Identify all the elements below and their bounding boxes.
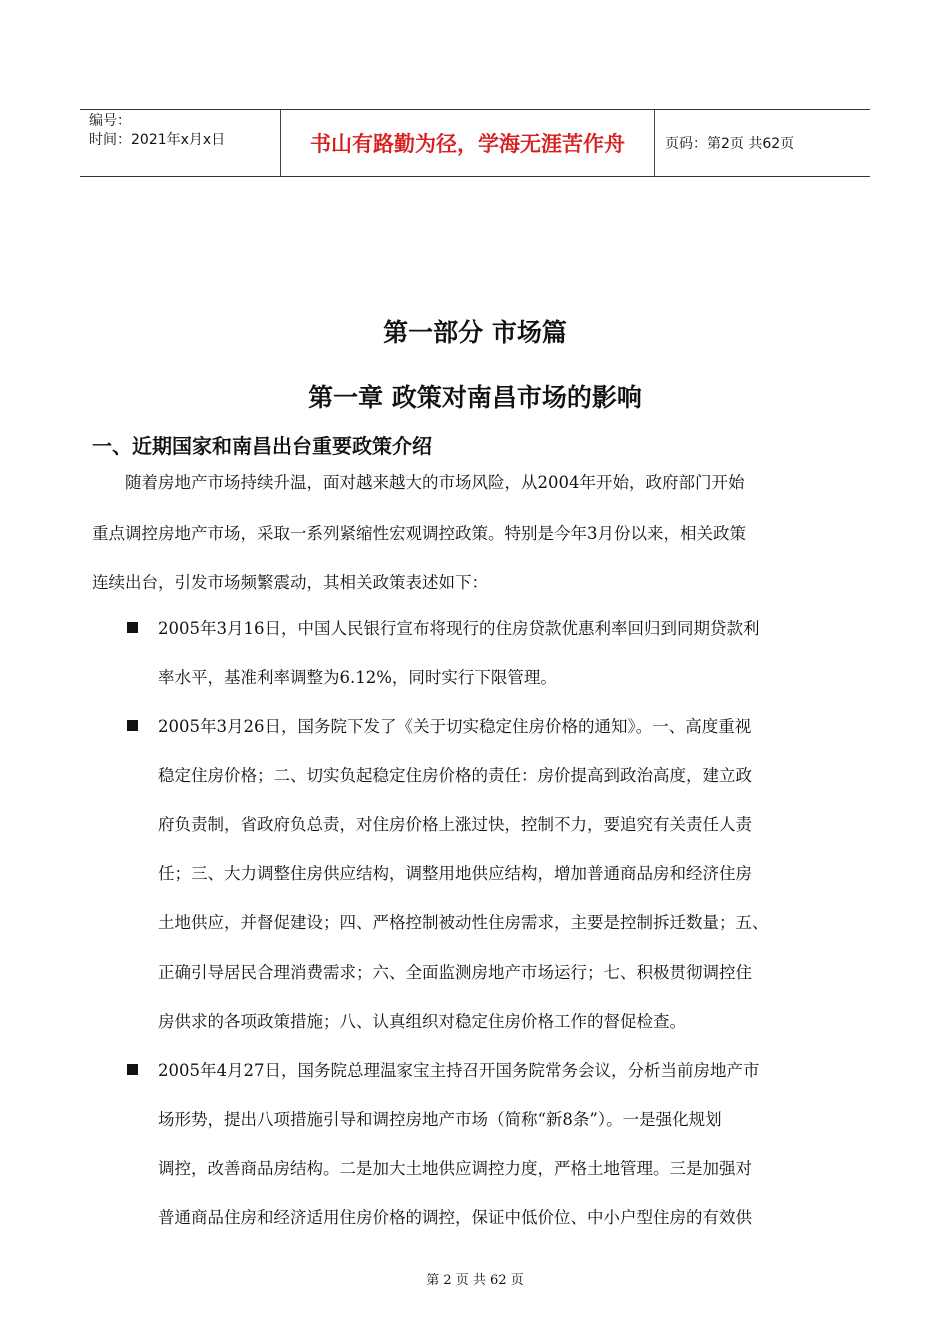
number-label: 编号： [89,113,131,129]
header-meta [80,110,281,176]
bullet-line: 房供求的各项政策措施；八、认真组织对稳定住房价格工作的督促检查。 [158,1012,686,1031]
chapter-title: 第一章 政策对南昌市场的影响 [308,383,642,412]
bullet-line: 调控，改善商品房结构。二是加大土地供应调控力度，严格土地管理。三是加强对 [158,1159,752,1178]
header-motto: 书山有路勤为径，学海无涯苦作舟 [281,110,655,176]
section-title: 一、近期国家和南昌出台重要政策介绍 [92,434,432,458]
bullet-line: 府负责制，省政府负总责，对住房价格上涨过快，控制不力，要追究有关责任人责 [158,815,752,834]
bullet-square-icon [127,622,138,633]
part-title: 第一部分 市场篇 [383,318,567,347]
bullet-line: 任；三、大力调整住房供应结构，调整用地供应结构，增加普通商品房和经济住房 [158,864,752,883]
bullet-square-icon [127,720,138,731]
document-header [80,109,870,177]
bullet-line: 率水平，基准利率调整为6.12%，同时实行下限管理。 [158,668,557,687]
intro-line: 连续出台，引发市场频繁震动，其相关政策表述如下： [92,573,488,592]
bullet-line: 2005年3月16日，中国人民银行宣布将现行的住房贷款优惠利率回归到同期贷款利 [158,619,760,638]
intro-line: 重点调控房地产市场，采取一系列紧缩性宏观调控政策。特别是今年3月份以来，相关政策 [92,524,746,543]
header-page-info: 页码：第2页 共62页 [665,136,795,152]
bullet-line: 稳定住房价格；二、切实负起稳定住房价格的责任：房价提高到政治高度，建立政 [158,766,752,785]
bullet-line: 正确引导居民合理消费需求；六、全面监测房地产市场运行；七、积极贯彻调控住 [158,963,752,982]
page-footer: 第 2 页 共 62 页 [426,1273,524,1288]
bullet-square-icon [127,1064,138,1075]
intro-line: 随着房地产市场持续升温，面对越来越大的市场风险，从2004年开始，政府部门开始 [125,473,745,492]
bullet-line: 普通商品住房和经济适用住房价格的调控，保证中低价位、中小户型住房的有效供 [158,1208,752,1227]
bullet-line: 土地供应，并督促建设；四、严格控制被动性住房需求，主要是控制拆迁数量；五、 [158,913,769,932]
bullet-line: 场形势，提出八项措施引导和调控房地产市场（简称“新8条”）。一是强化规划 [158,1110,722,1129]
bullet-line: 2005年4月27日，国务院总理温家宝主持召开国务院常务会议，分析当前房地产市 [158,1061,760,1080]
time-label: 时间：2021年x月x日 [89,132,226,148]
bullet-line: 2005年3月26日，国务院下发了《关于切实稳定住房价格的通知》。一、高度重视 [158,717,752,736]
